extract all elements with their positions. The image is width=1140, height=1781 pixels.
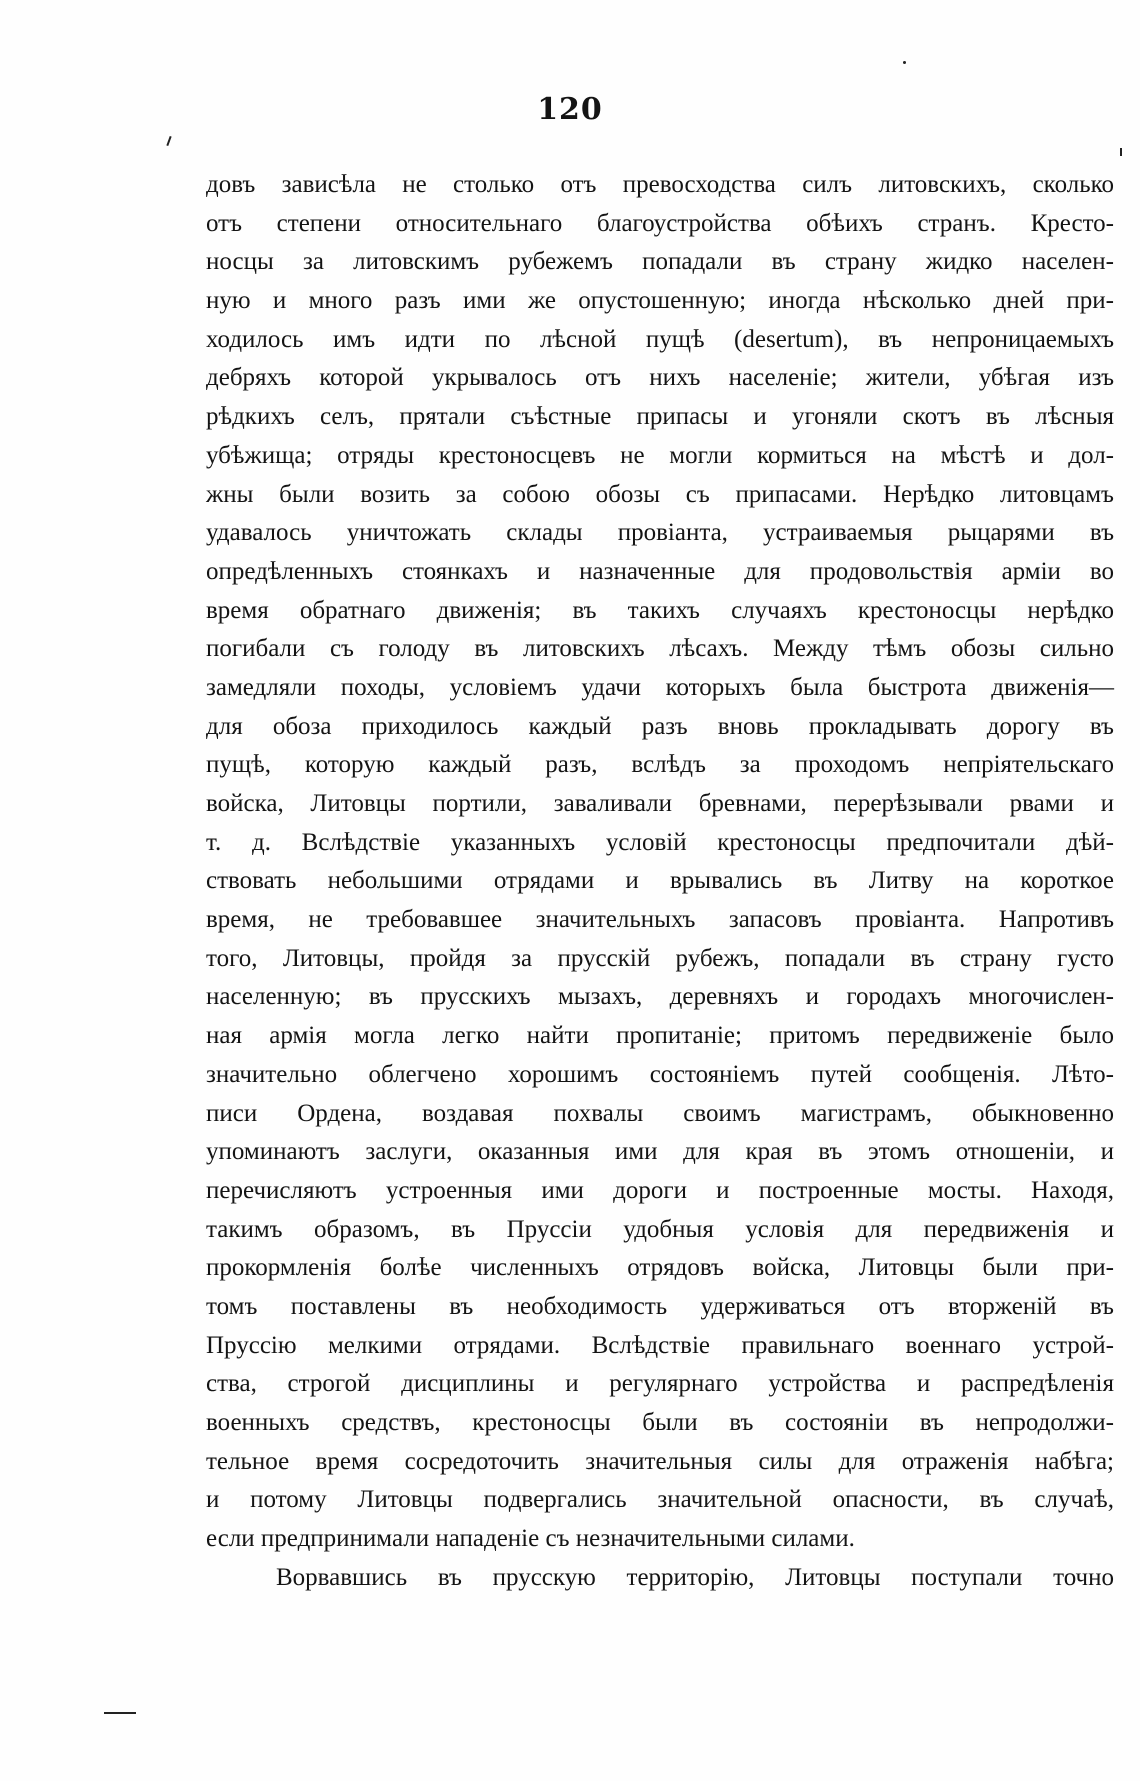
text-line: довъ зависѣла не столько отъ превосходства силъ литовскихъ, сколько bbox=[206, 171, 1114, 198]
text-line: такимъ образомъ, въ Пруссіи удобныя условія для передвиженія и bbox=[206, 1215, 1114, 1243]
text-line: и потому Литовцы подвергались значительной опасности, въ случаѣ, bbox=[206, 1486, 1114, 1514]
text-line: т. д. Вслѣдствіе указанныхъ условій крестоносцы предпочитали дѣй- bbox=[206, 828, 1114, 856]
text-line: томъ поставлены въ необходимость удерживаться отъ вторженій въ bbox=[206, 1292, 1114, 1320]
text-line: тельное время сосредоточить значительныя силы для отраженія набѣга; bbox=[206, 1447, 1114, 1475]
text-line: населенную; въ прусскихъ мызахъ, деревняхъ и городахъ многочислен- bbox=[206, 983, 1114, 1011]
stray-tick-mark-left bbox=[166, 136, 171, 146]
stray-dot-mark bbox=[903, 61, 906, 64]
text-line: ную и много разъ ими же опустошенную; иногда нѣсколько дней при- bbox=[206, 287, 1114, 315]
text-line: замедляли походы, условіемъ удачи которыхъ была быстрота движенія— bbox=[206, 673, 1114, 701]
text-line: перечисляютъ устроенныя ими дороги и построенные мосты. Находя, bbox=[206, 1176, 1114, 1204]
text-line: военныхъ средствъ, крестоносцы были въ состояніи въ непродолжи- bbox=[206, 1409, 1114, 1436]
text-line: войска, Литовцы портили, заваливали бревнами, перерѣзывали рвами и bbox=[206, 790, 1114, 817]
text-line: упоминаютъ заслуги, оказанныя ими для края въ этомъ отношеніи, и bbox=[206, 1138, 1114, 1166]
text-line: пущѣ, которую каждый разъ, вслѣдъ за проходомъ непріятельскаго bbox=[206, 751, 1114, 779]
text-line: погибали съ голоду въ литовскихъ лѣсахъ. Между тѣмъ обозы сильно bbox=[206, 635, 1114, 663]
text-line: ства, строгой дисциплины и регулярнаго устройства и распредѣленія bbox=[206, 1370, 1114, 1398]
text-body bbox=[206, 166, 1114, 1597]
text-line: значительно облегчено хорошимъ состояніемъ путей сообщенія. Лѣто- bbox=[206, 1060, 1114, 1088]
text-line: время, не требовавшее значительныхъ запасовъ провіанта. Напротивъ bbox=[206, 906, 1114, 934]
text-line: того, Литовцы, пройдя за прусскій рубежъ, попадали въ страну густо bbox=[206, 944, 1114, 972]
text-line: опредѣленныхъ стоянкахъ и назначенные для продовольствія арміи во bbox=[206, 557, 1114, 585]
text-line: писи Ордена, воздавая похвалы своимъ магистрамъ, обыкновенно bbox=[206, 1099, 1114, 1127]
text-line: ствовать небольшими отрядами и врывались въ Литву на короткое bbox=[206, 867, 1114, 895]
paragraph-start-line: Ворвавшись въ прусскую территорію, Литовцы поступали точно bbox=[276, 1563, 1114, 1591]
text-line: дебряхъ которой укрывалось отъ нихъ населеніе; жители, убѣгая изъ bbox=[206, 364, 1114, 392]
text-line: Пруссію мелкими отрядами. Вслѣдствіе правильнаго военнаго устрой- bbox=[206, 1331, 1114, 1359]
text-line: убѣжища; отряды крестоносцевъ не могли кормиться на мѣстѣ и дол- bbox=[206, 441, 1114, 469]
text-line: ная армія могла легко найти пропитаніе; притомъ передвиженіе было bbox=[206, 1022, 1114, 1050]
text-line: время обратнаго движенія; въ такихъ случаяхъ крестоносцы нерѣдко bbox=[206, 596, 1114, 624]
stray-dash-mark bbox=[104, 1712, 136, 1714]
page-number: 120 bbox=[537, 92, 603, 127]
text-line: отъ степени относительнаго благоустройства обѣихъ странъ. Кресто- bbox=[206, 209, 1114, 237]
text-line: носцы за литовскимъ рубежемъ попадали въ страну жидко населен- bbox=[206, 248, 1114, 276]
text-line: прокормленія болѣе численныхъ отрядовъ войска, Литовцы были при- bbox=[206, 1254, 1114, 1282]
text-line: удавалось уничтожать склады провіанта, устраиваемыя рыцарями въ bbox=[206, 519, 1114, 547]
text-line: для обоза приходилось каждый разъ вновь прокладывать дорогу въ bbox=[206, 712, 1114, 740]
text-line: ходилось имъ идти по лѣсной пущѣ (desertum), въ непроницаемыхъ bbox=[206, 325, 1114, 353]
stray-tick-mark-right bbox=[1120, 148, 1122, 156]
paragraph-end-line: если предпринимали нападеніе съ незначительными силами. bbox=[206, 1525, 855, 1553]
text-line: жны были возить за собою обозы съ припасами. Нерѣдко литовцамъ bbox=[206, 480, 1114, 508]
text-line: рѣдкихъ селъ, прятали съѣстные припасы и угоняли скотъ въ лѣсныя bbox=[206, 403, 1114, 431]
